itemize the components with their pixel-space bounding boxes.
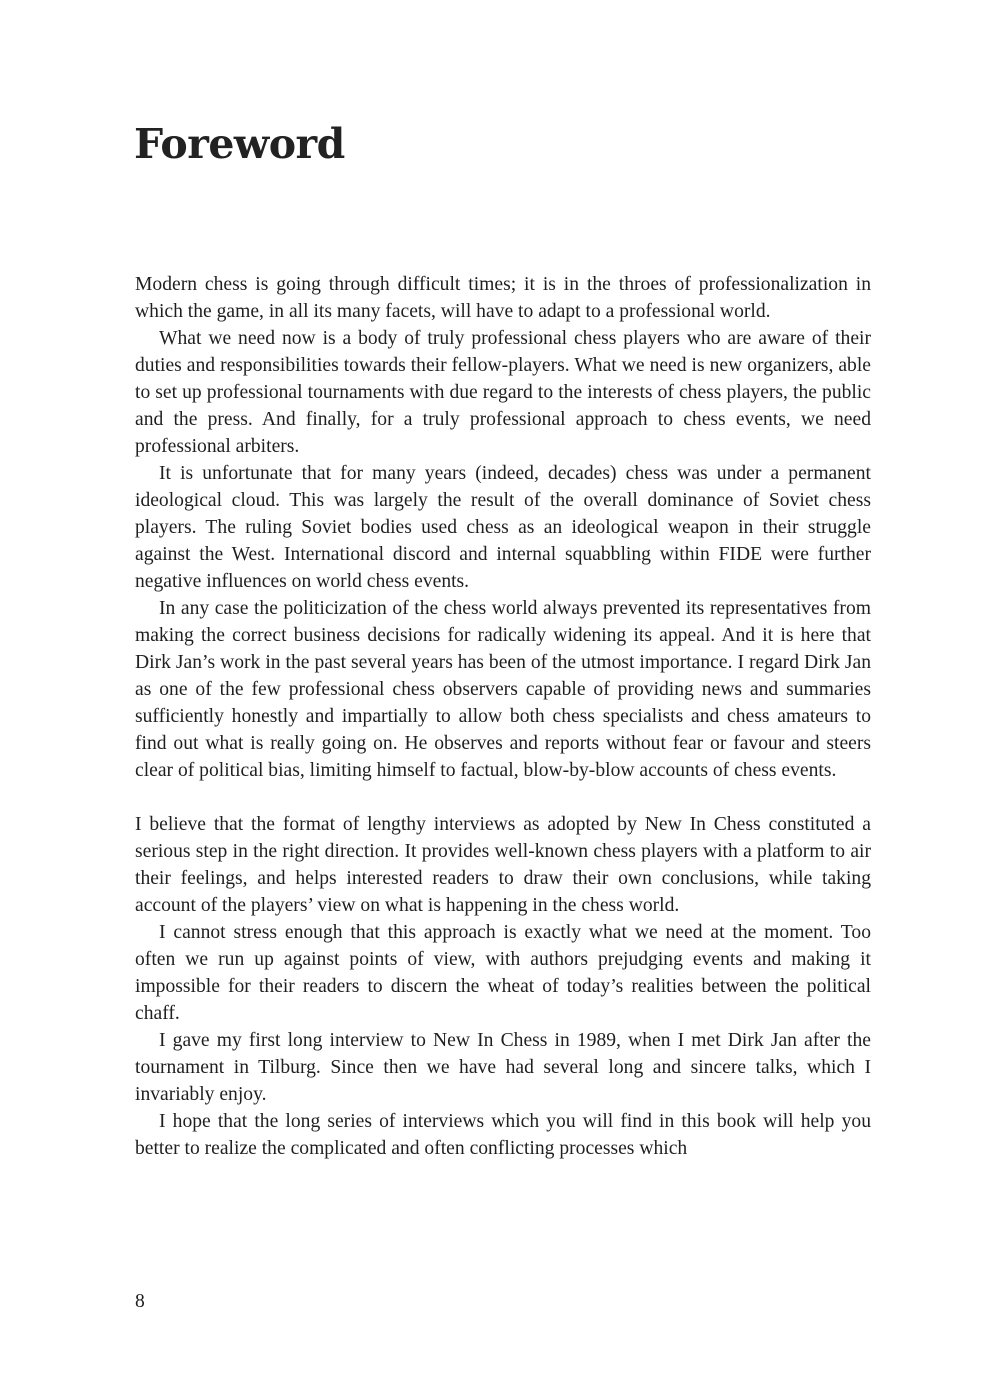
paragraph: What we need now is a body of truly professional chess players who are aware of their duties and responsibilities towards their fellow-players. What we need is new organizers, able to set up professional tournaments with due regard to the interests of chess players, the public and the press. And finally, for a truly professional approach to chess events, we need professional arbiters. bbox=[135, 328, 871, 457]
paragraph: I cannot stress enough that this approach is exactly what we need at the moment. Too often we run up against points of view, with authors prejudging events and making it impossible for their readers to discern the wheat of today’s realities between the political chaff. bbox=[135, 922, 871, 1024]
paragraph: I gave my first long interview to New In Chess in 1989, when I met Dirk Jan after the tournament in Tilburg. Since then we have had several long and sincere talks, which I invariably enjoy. bbox=[135, 1030, 871, 1105]
foreword-body bbox=[135, 271, 871, 1162]
paragraph: I hope that the long series of interviews which you will find in this book will help you better to realize the complicated and often conflicting processes which bbox=[135, 1111, 871, 1159]
paragraph: It is unfortunate that for many years (indeed, decades) chess was under a permanent ideological cloud. This was largely the result of the overall dominance of Soviet chess players. The ruling Soviet bodies used chess as an ideological weapon in their struggle against the West. International discord and internal squabbling within FIDE were further negative influences on world chess events. bbox=[135, 463, 871, 592]
paragraph: In any case the politicization of the chess world always prevented its representatives from making the correct business decisions for radically widening its appeal. And it is here that Dirk Jan’s work in the past several years has been of the utmost importance. I regard Dirk Jan as one of the few professional chess observers capable of providing news and summaries sufficiently honestly and impartially to allow both chess specialists and chess amateurs to find out what is really going on. He observes and reports without fear or favour and steers clear of political bias, limiting himself to factual, blow-by-blow accounts of chess events. bbox=[135, 598, 871, 781]
page-number: 8 bbox=[135, 1291, 145, 1312]
page-title: Foreword bbox=[134, 120, 345, 168]
paragraph: Modern chess is going through difficult times; it is in the throes of professionalization in which the game, in all its many facets, will have to adapt to a professional world. bbox=[135, 274, 871, 322]
paragraph: I believe that the format of lengthy interviews as adopted by New In Chess constituted a serious step in the right direction. It provides well-known chess players with a platform to air their feelings, and helps interested readers to draw their own conclusions, while taking account of the players’ view on what is happening in the chess world. bbox=[135, 814, 871, 916]
